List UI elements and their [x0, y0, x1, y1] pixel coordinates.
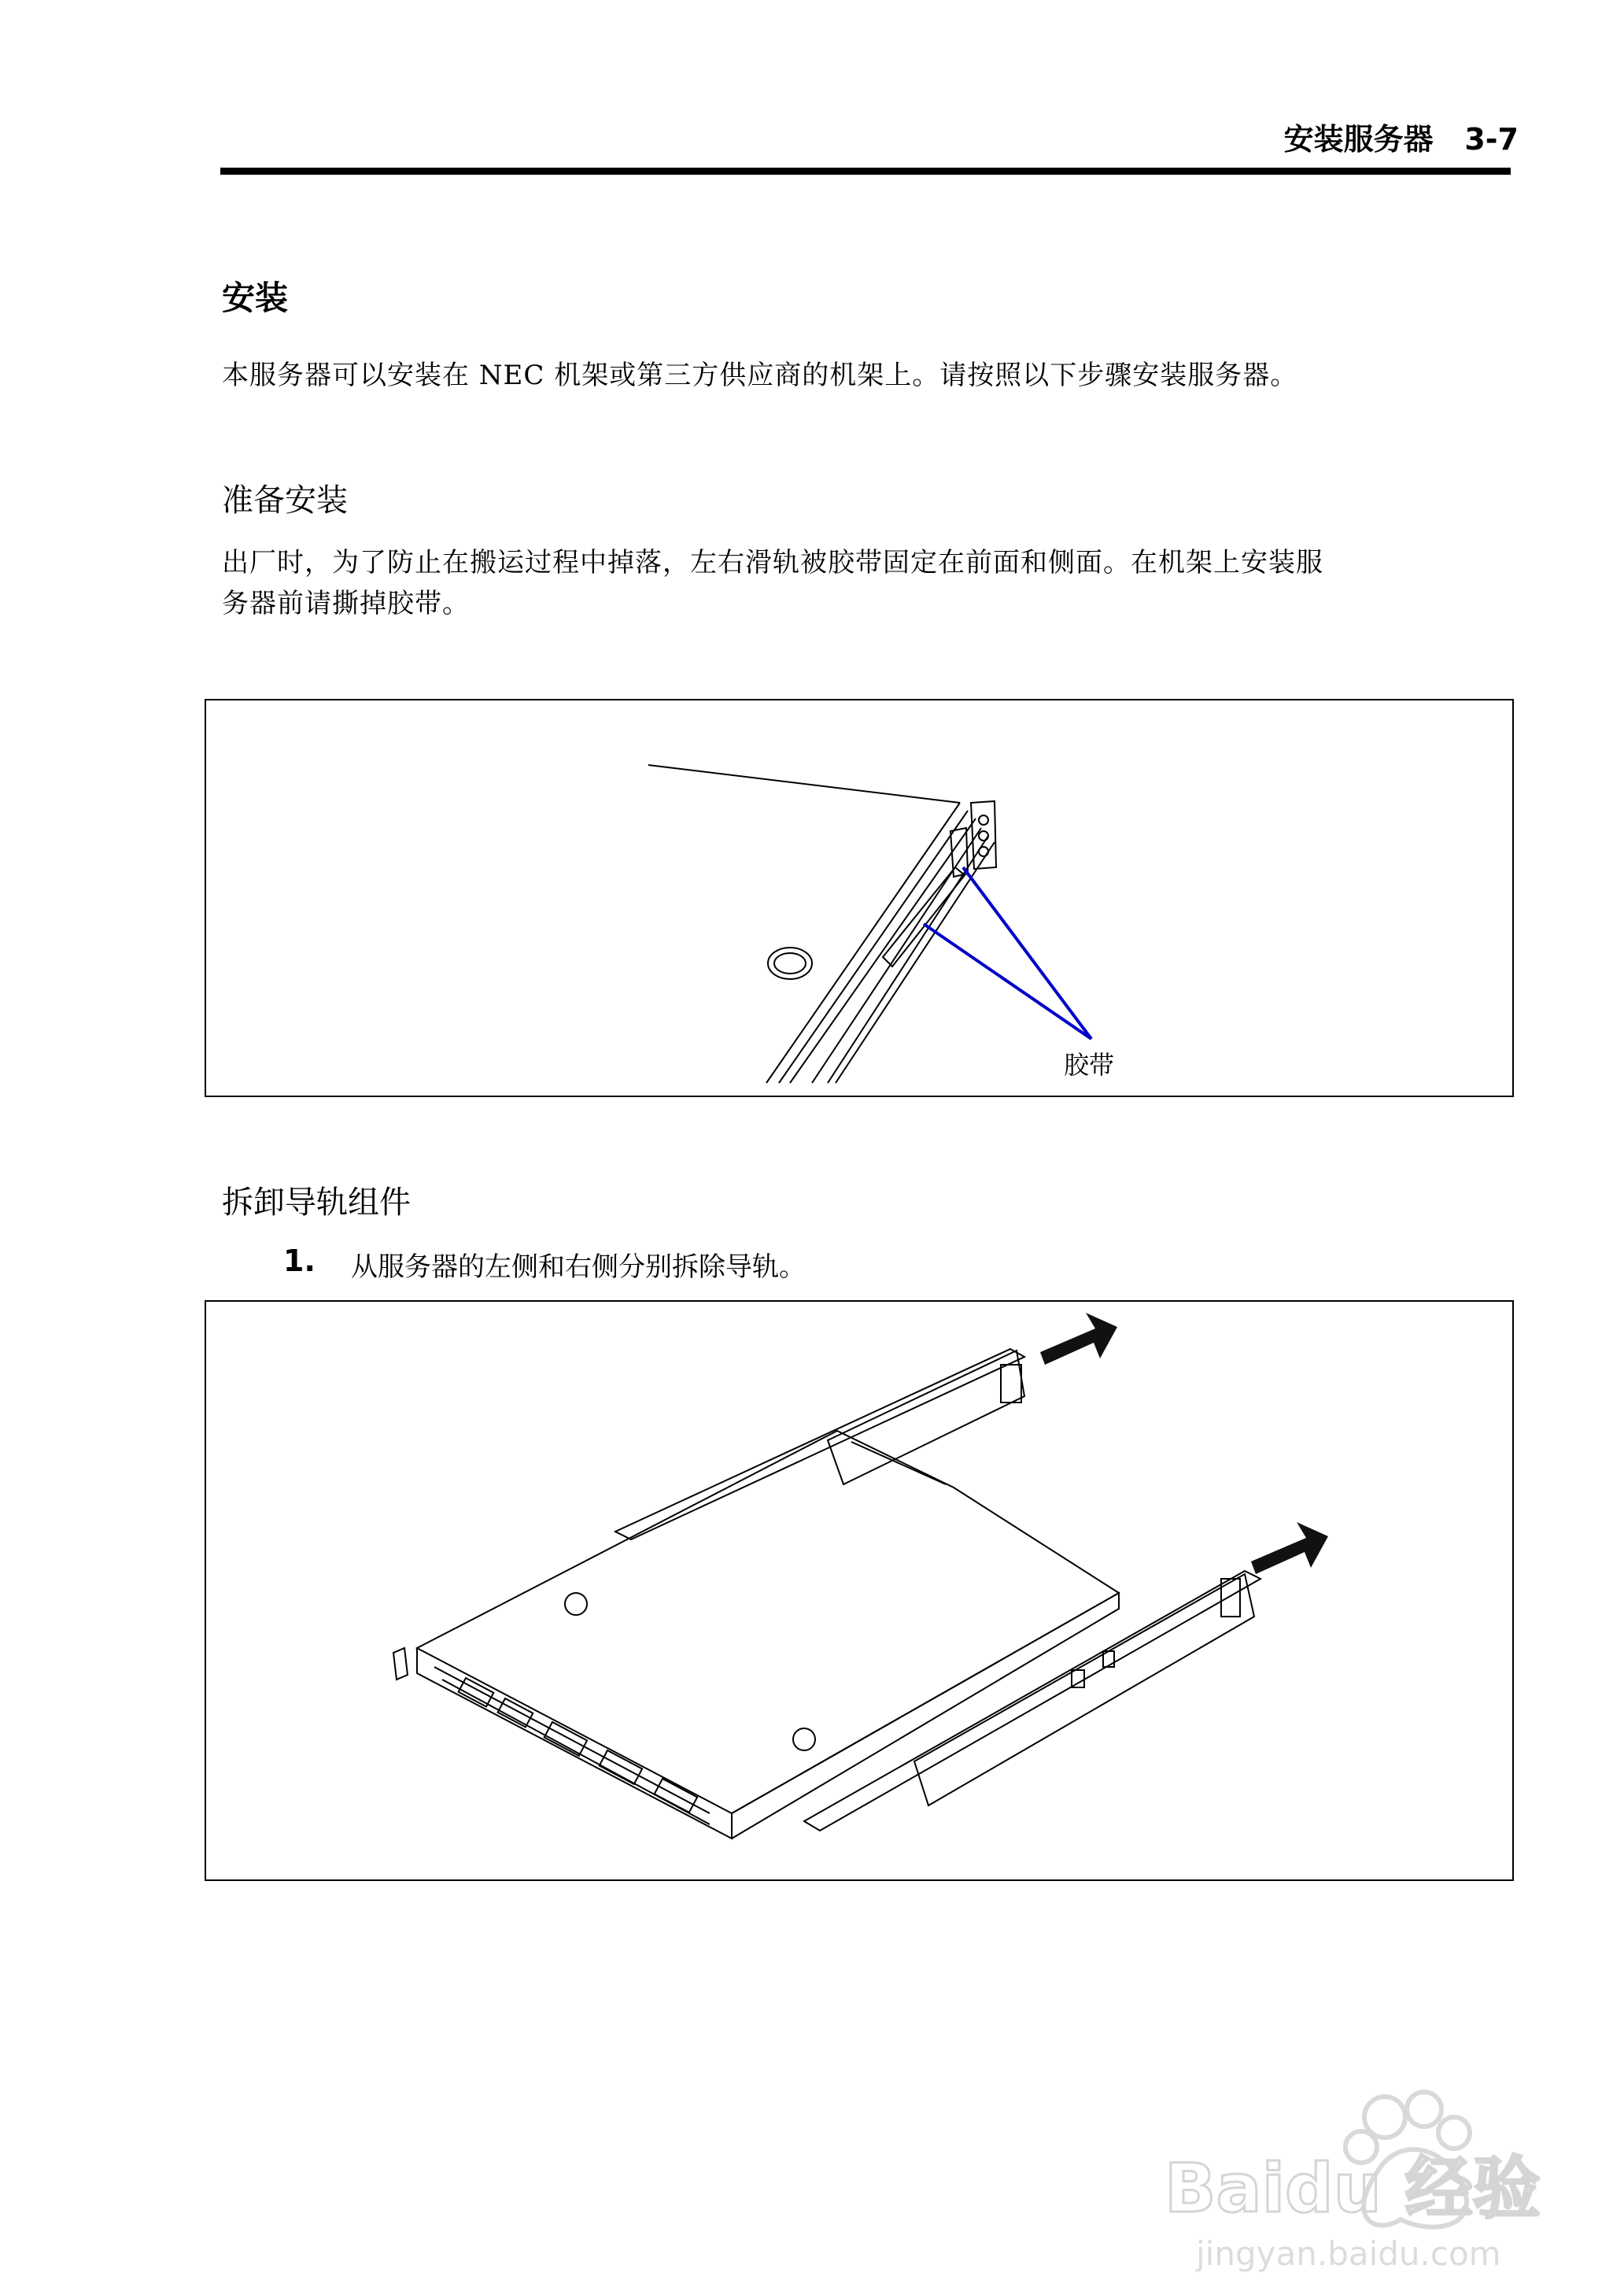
- header-title: 安装服务器: [1283, 122, 1434, 157]
- rail-removal-illustration: [206, 1302, 1512, 1879]
- prep-line-1: 出厂时，为了防止在搬运过程中掉落，左右滑轨被胶带固定在前面和侧面。在机架上安装服: [222, 547, 1323, 578]
- svg-text:jingyan.baidu.com: jingyan.baidu.com: [1196, 2234, 1501, 2273]
- side-tape: [883, 867, 965, 966]
- chassis-top-edge: [648, 765, 960, 803]
- page-header: [1227, 115, 1519, 157]
- figure-tape: [205, 699, 1514, 1097]
- header-rule: [220, 168, 1511, 175]
- tape-illustration: [206, 700, 1512, 1096]
- arrow-right-rail: [1251, 1522, 1328, 1574]
- step-number: 1.: [283, 1244, 316, 1278]
- intro-paragraph: 本服务器可以安装在 NEC 机架或第三方供应商的机架上。请按照以下步骤安装服务器。: [222, 360, 1298, 391]
- tape-callout-lines: [924, 867, 1091, 1039]
- figure-rail-removal: [205, 1300, 1514, 1881]
- prep-line-2: 务器前请撕掉胶带。: [222, 588, 470, 619]
- rear-bracket: [393, 1648, 408, 1680]
- baidu-logo-icon: [1149, 2078, 1558, 2282]
- arrow-left-rail: [1040, 1313, 1117, 1365]
- page-number: 3-7: [1464, 122, 1519, 157]
- tape-callout-label: 胶带: [1064, 1050, 1115, 1080]
- prep-title: 准备安装: [222, 482, 348, 519]
- pull-arrows: [1040, 1313, 1328, 1574]
- section-title: 安装: [222, 279, 289, 317]
- rail-removal-title: 拆卸导轨组件: [222, 1184, 411, 1221]
- svg-text:Baidu 经验: Baidu 经验: [1164, 2149, 1541, 2228]
- step-text: 从服务器的左侧和右侧分别拆除导轨。: [351, 1251, 806, 1283]
- baidu-watermark: [1149, 2078, 1558, 2282]
